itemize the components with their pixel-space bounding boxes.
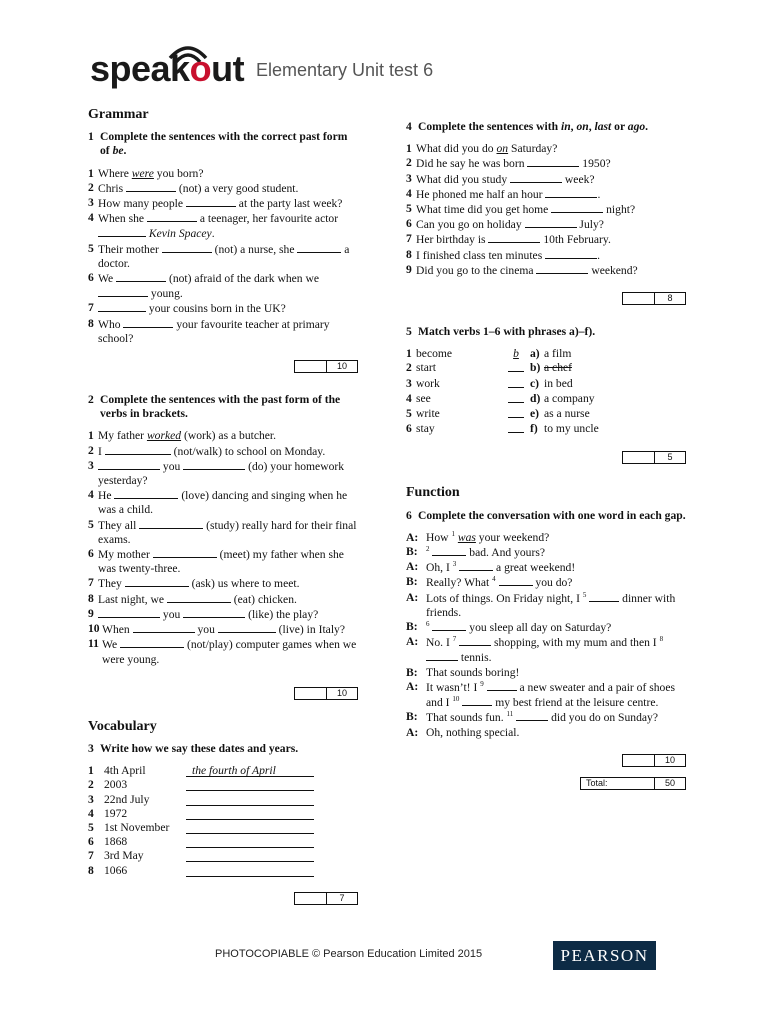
function-heading: Function [406,485,460,501]
answer-blank[interactable] [218,622,276,633]
answer-blank[interactable] [459,635,491,646]
answer-blank[interactable] [139,518,203,529]
answer-example: worked [146,429,182,443]
q4-heading: 4 Complete the sentences with in, on, last or ago. [406,120,649,133]
answer-blank[interactable] [426,650,458,661]
q4-item: 7 Her birthday is 10th February. [406,232,611,247]
answer-example: b [513,347,519,361]
answer-blank[interactable] [167,592,231,603]
q3-items [88,764,358,878]
answer-blank[interactable] [147,211,197,222]
grammar-heading: Grammar [88,107,149,122]
q6-conversation [406,531,686,740]
q2-item: 9 you (like) the play? [88,606,319,621]
q1-items [88,167,358,346]
q2-item: 3 you (do) your homework yesterday? [88,458,345,488]
copyright-footer: PHOTOCOPIABLE © Pearson Education Limited 2015 [215,948,483,960]
answer-example: on [496,142,509,156]
q1-item: 3 How many people at the party last week? [88,196,343,211]
q4-item: 9 Did you go to the cinema weekend? [406,262,638,277]
q4-item: 8 I finished class ten minutes . [406,247,601,262]
q5-score: 5 [406,451,686,464]
q2-items [88,429,358,666]
conversation-line: B: $^6$ you sleep all day on Saturday? [406,620,612,635]
q6-score: 10 [406,754,686,767]
q1-item: 1 Where were you born? [88,166,204,180]
answer-blank[interactable] [527,156,579,167]
answer-blank[interactable] [98,607,160,618]
q5-item: 1 become b a) a film [406,347,572,361]
score-input[interactable] [623,293,655,304]
q2-score: 10 [88,687,358,700]
answer-blank[interactable] [545,248,597,259]
score-input[interactable] [295,893,327,904]
score-input[interactable] [623,755,655,766]
q5-item: 2 start b) a chef [406,361,572,375]
q2-item: 8 Last night, we (eat) chicken. [88,591,297,606]
q3-item: 3 22nd July [88,793,358,807]
q1-item: 6 We (not) afraid of the dark when we young. [88,271,319,301]
answer-blank[interactable] [459,560,493,571]
answer-blank[interactable] [499,575,533,586]
q1-heading: 1 Complete the sentences with the correct past form of be. [88,130,348,158]
q2-item: 4 He (love) dancing and singing when he was a child. [88,488,348,517]
answer-blank[interactable] [297,242,341,253]
q4-item: 4 He phoned me half an hour . [406,186,601,201]
answer-blank[interactable] [462,695,492,706]
answer-line[interactable] [186,807,314,820]
q3-item: 8 1066 [88,864,358,878]
answer-blank[interactable] [516,710,548,721]
conversation-line: A: Oh, nothing special. [406,725,520,739]
answer-blank[interactable] [508,377,524,388]
conversation-line: A: No. I $^7$ shopping, with my mum and then I $^8$ tennis. [406,635,664,665]
q2-item: 1 My father worked (work) as a butcher. [88,429,277,443]
pearson-logo: PEARSON [553,941,656,970]
answer-blank[interactable] [183,607,245,618]
q3-item: 6 1868 [88,835,358,849]
answer-blank[interactable] [432,545,466,556]
answer-example: was [457,530,476,544]
q4-items [406,142,686,278]
answer-blank[interactable] [153,547,217,558]
conversation-line: B: Really? What $^4$ you do? [406,575,573,590]
answer-blank[interactable] [186,196,236,207]
q2-heading: 2 Complete the sentences with the past form of the verbs in brackets. [88,393,341,421]
left-column [88,108,358,905]
q2-item: 11 We (not/play) computer games when we were young. [88,637,357,666]
q2-item: 6 My mother (meet) my father when she was twenty-three. [88,547,344,576]
answer-blank[interactable] [114,488,178,499]
answer-blank[interactable] [487,680,517,691]
answer-blank[interactable] [125,576,189,587]
q4-item: 5 What time did you get home night? [406,202,636,217]
conversation-line: B: That sounds fun. $^{11}$ did you do on Sunday? [406,710,658,725]
logo-text: speakout [90,48,245,89]
q5-item: 3 work c) in bed [406,376,573,390]
answer-line[interactable]: the fourth of April [186,764,314,777]
q3-item: 1 4th April the fourth of April [88,764,358,778]
q2-item: 10 When you (live) in Italy? [88,622,345,637]
conversation-line: B: $^2$ bad. And yours? [406,545,545,560]
speakout-logo [90,42,510,89]
conversation-line: A: Oh, I $^3$ a great weekend! [406,560,576,575]
total-score: Total: 50 [406,777,686,790]
q3-score: 7 [88,892,358,905]
q4-score: 8 [406,292,686,305]
q5-item: 6 stay f) to my uncle [406,422,599,436]
answer-blank[interactable] [123,317,173,328]
answer-blank[interactable] [545,187,597,198]
answer-blank[interactable] [98,226,146,237]
answer-blank[interactable] [510,172,562,183]
answer-blank[interactable] [551,202,603,213]
answer-blank[interactable] [488,232,540,243]
conversation-line: B: That sounds boring! [406,665,520,679]
q3-item: 5 1st November [88,821,358,835]
answer-blank[interactable] [525,217,577,228]
page-subtitle: Elementary Unit test 6 [256,60,434,80]
q2-item: 2 I (not/walk) to school on Monday. [88,443,326,458]
q3-item: 2 2003 [88,778,358,792]
answer-line[interactable] [186,821,314,834]
answer-example: were [131,166,154,180]
q4-item: 2 Did he say he was born 1950? [406,156,611,171]
answer-blank[interactable] [98,301,146,312]
answer-line[interactable] [186,778,314,791]
conversation-line: A: It wasn’t! I $^9$ a new sweater and a pair of shoes and I $^{10}$ my best friend at the leisure centre. [406,679,675,710]
conversation-line: A: Lots of things. On Friday night, I $^5$ dinner with friends. [406,590,676,619]
answer-blank[interactable] [536,263,588,274]
q1-item: 4 When she a teenager, her favourite actor Kevin Spacey. [88,211,339,241]
q1-item: 5 Their mother (not) a nurse, she a doctor. [88,241,350,270]
q4-item: 1 What did you do on Saturday? [406,142,558,156]
answer-line[interactable] [186,864,314,877]
q5-heading: 5 Match verbs 1–6 with phrases a)–f). [406,325,596,339]
answer-blank[interactable] [116,271,166,282]
answer-blank[interactable] [98,286,148,297]
q1-item: 2 Chris (not) a very good student. [88,180,299,195]
q3-item: 4 1972 [88,807,358,821]
score-input[interactable] [295,688,327,699]
right-column [406,120,686,790]
q3-item: 7 3rd May [88,849,358,863]
q6-heading: 6 Complete the conversation with one word in each gap. [406,508,686,522]
answer-blank[interactable] [183,459,245,470]
q3-heading: 3 Write how we say these dates and years. [88,741,299,755]
q4-item: 3 What did you study week? [406,171,595,186]
q1-item: 8 Who your favourite teacher at primary school? [88,316,330,345]
answer-blank[interactable] [508,361,524,372]
vocabulary-heading: Vocabulary [88,718,157,734]
answer-blank[interactable] [133,622,195,633]
answer-blank[interactable] [98,459,160,470]
q5-item: 5 write e) as a nurse [406,407,590,421]
answer-line[interactable] [186,793,314,806]
score-input[interactable] [295,361,327,372]
answer-blank[interactable] [589,591,619,602]
answer-blank[interactable] [508,392,524,403]
q1-item: 7 your cousins born in the UK? [88,301,286,316]
answer-line[interactable] [186,835,314,848]
answer-blank[interactable] [508,422,524,433]
q5-item: 4 see d) a company [406,391,595,405]
answer-line[interactable] [186,849,314,862]
answer-blank[interactable] [162,242,212,253]
conversation-line: A: How $^1$ was your weekend? [406,530,550,544]
q2-item: 7 They (ask) us where to meet. [88,576,300,591]
q5-items [406,347,686,437]
q2-item: 5 They all (study) really hard for their final exams. [88,517,357,546]
answer-blank[interactable] [126,181,176,192]
answer-blank[interactable] [120,637,184,648]
score-input[interactable] [623,452,655,463]
answer-blank[interactable] [105,444,171,455]
answer-blank[interactable] [432,620,466,631]
q4-item: 6 Can you go on holiday July? [406,217,604,232]
answer-blank[interactable] [508,407,524,418]
q1-score: 10 [88,360,358,373]
